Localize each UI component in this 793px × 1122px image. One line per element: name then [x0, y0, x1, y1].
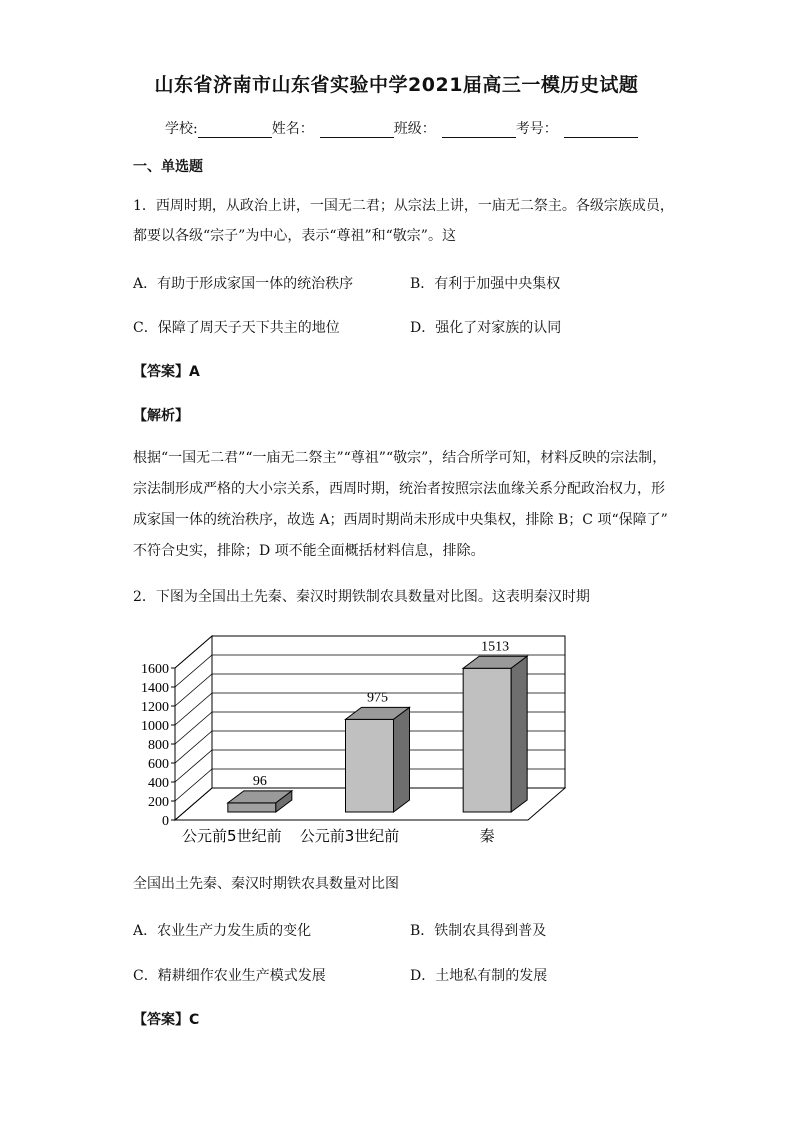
- bar-front: [463, 668, 511, 812]
- school-label: 学校:: [165, 121, 198, 137]
- class-label: 班级：: [393, 121, 436, 137]
- y-tick-label: 0: [162, 814, 169, 829]
- q2-answer: 【答案】C: [133, 1012, 200, 1028]
- y-tick-label: 1600: [141, 662, 169, 677]
- page-title: 山东省济南市山东省实验中学2021届高三一模历史试题: [154, 74, 639, 96]
- q2-option-c[interactable]: C．精耕细作农业生产模式发展: [133, 968, 326, 984]
- student-info-line: [165, 118, 638, 138]
- name-blank[interactable]: [320, 123, 394, 138]
- y-tick-label: 200: [148, 795, 169, 810]
- x-axis-labels: [182, 827, 495, 845]
- q1-analysis-line1: 根据“一国无二君”“一庙无二祭主”“尊祖”“敬宗”，结合所学可知，材料反映的宗法制，: [133, 450, 667, 466]
- bar-value-label: 975: [367, 690, 388, 706]
- iron-tools-bar-chart: [125, 625, 575, 855]
- section-heading: 一、单选题: [133, 159, 203, 175]
- x-category-label: 秦: [479, 827, 495, 845]
- name-label: 姓名：: [271, 121, 314, 137]
- q1-stem-line2: 都要以各级“宗子”为中心，表示“尊祖”和“敬宗”。这: [133, 228, 456, 244]
- bar-side: [511, 656, 527, 812]
- y-tick-label: 400: [148, 776, 169, 791]
- bar-value-label: 1513: [481, 639, 510, 655]
- q2-chart-caption: 全国出土先秦、秦汉时期铁农具数量对比图: [133, 876, 399, 892]
- q1-stem-line1: 1．西周时期，从政治上讲，一国无二君；从宗法上讲，一庙无二祭主。各级宗族成员，: [133, 198, 674, 214]
- school-blank[interactable]: [198, 123, 272, 138]
- y-tick-label: 1400: [141, 681, 169, 696]
- y-tick-label: 1200: [141, 700, 169, 715]
- q1-option-a[interactable]: A．有助于形成家国一体的统治秩序: [133, 276, 354, 292]
- bar-2: [346, 707, 410, 812]
- q2-stem: 2．下图为全国出土先秦、秦汉时期铁制农具数量对比图。这表明秦汉时期: [133, 589, 590, 605]
- x-category-label: 公元前3世纪前: [299, 827, 400, 845]
- bar-3: [463, 656, 527, 812]
- number-blank[interactable]: [564, 123, 638, 138]
- q1-option-c[interactable]: C．保障了周天子天下共主的地位: [133, 320, 340, 336]
- q2-option-a[interactable]: A．农业生产力发生质的变化: [133, 923, 312, 939]
- q2-option-b[interactable]: B．铁制农具得到普及: [410, 923, 547, 939]
- q1-option-b[interactable]: B．有利于加强中央集权: [410, 276, 561, 292]
- q1-answer: 【答案】A: [133, 364, 200, 380]
- y-axis-ticks: [141, 662, 175, 829]
- number-label: 考号：: [515, 121, 558, 137]
- y-tick-label: 600: [148, 757, 169, 772]
- bar-front: [346, 719, 394, 812]
- class-blank[interactable]: [442, 123, 516, 138]
- q1-analysis-line4: 不符合史实，排除；D 项不能全面概括材料信息，排除。: [133, 543, 485, 559]
- bar-value-label: 96: [252, 773, 267, 789]
- q1-analysis-line3: 成家国一体的统治秩序，故选 A；西周时期尚未形成中央集权，排除 B；C 项“保障了”: [133, 512, 668, 528]
- q2-option-d[interactable]: D．土地私有制的发展: [410, 968, 548, 984]
- bar-front: [228, 803, 276, 812]
- x-category-label: 公元前5世纪前: [182, 827, 282, 845]
- y-tick-label: 1000: [141, 719, 169, 734]
- q1-option-d[interactable]: D．强化了对家族的认同: [410, 320, 562, 336]
- q1-analysis-tag: 【解析】: [133, 408, 189, 424]
- bar-side: [394, 707, 410, 812]
- y-tick-label: 800: [148, 738, 169, 753]
- q1-analysis-line2: 宗法制形成严格的大小宗关系，西周时期，统治者按照宗法血缘关系分配政治权力，形: [133, 481, 665, 497]
